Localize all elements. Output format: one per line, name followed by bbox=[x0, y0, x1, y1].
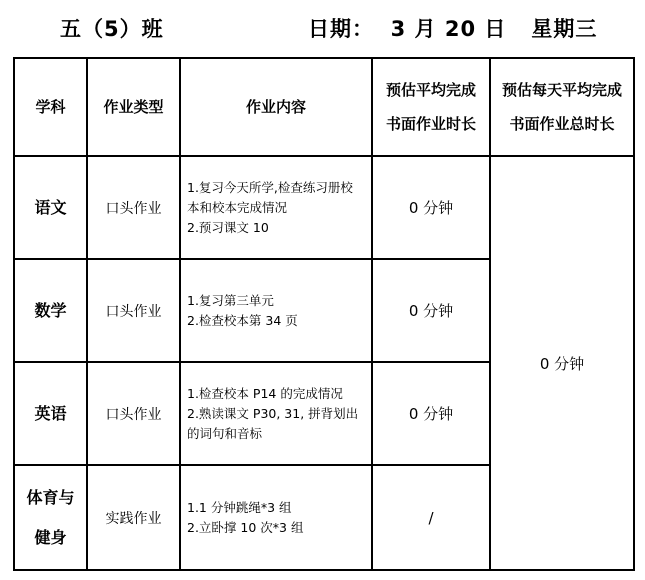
type-cell: 口头作业 bbox=[87, 259, 180, 362]
subject-cell: 语文 bbox=[14, 156, 87, 259]
content-cell: 1.1 分钟跳绳*3 组 2.立卧撑 10 次*3 组 bbox=[180, 465, 372, 570]
header-type: 作业类型 bbox=[87, 58, 180, 156]
type-cell: 实践作业 bbox=[87, 465, 180, 570]
subject-cell: 数学 bbox=[14, 259, 87, 362]
content-cell: 1.检查校本 P14 的完成情况 2.熟读课文 P30, 31, 拼背划出的词句和音标 bbox=[180, 362, 372, 465]
homework-table bbox=[13, 57, 635, 571]
time-cell: 0 分钟 bbox=[372, 156, 490, 259]
header-subject: 学科 bbox=[14, 58, 87, 156]
class-name: 五（5）班 bbox=[60, 17, 164, 41]
header-content: 作业内容 bbox=[180, 58, 372, 156]
subject-cell: 英语 bbox=[14, 362, 87, 465]
type-cell: 口头作业 bbox=[87, 362, 180, 465]
content-cell: 1.复习今天所学,检查练习册校本和校本完成情况 2.预习课文 10 bbox=[180, 156, 372, 259]
content-cell: 1.复习第三单元 2.检查校本第 34 页 bbox=[180, 259, 372, 362]
page-header bbox=[0, 0, 645, 56]
total-time-cell: 0 分钟 bbox=[490, 156, 634, 570]
time-cell: / bbox=[372, 465, 490, 570]
subject-cell: 体育与 健身 bbox=[14, 465, 87, 570]
time-cell: 0 分钟 bbox=[372, 362, 490, 465]
type-cell: 口头作业 bbox=[87, 156, 180, 259]
date-label: 日期： 3 月 20 日 星期三 bbox=[308, 17, 598, 41]
header-total-time: 预估每天平均完成 书面作业总时长 bbox=[490, 58, 634, 156]
header-avg-time: 预估平均完成 书面作业时长 bbox=[372, 58, 490, 156]
time-cell: 0 分钟 bbox=[372, 259, 490, 362]
table-header-row bbox=[14, 58, 634, 156]
table-row bbox=[14, 156, 634, 259]
